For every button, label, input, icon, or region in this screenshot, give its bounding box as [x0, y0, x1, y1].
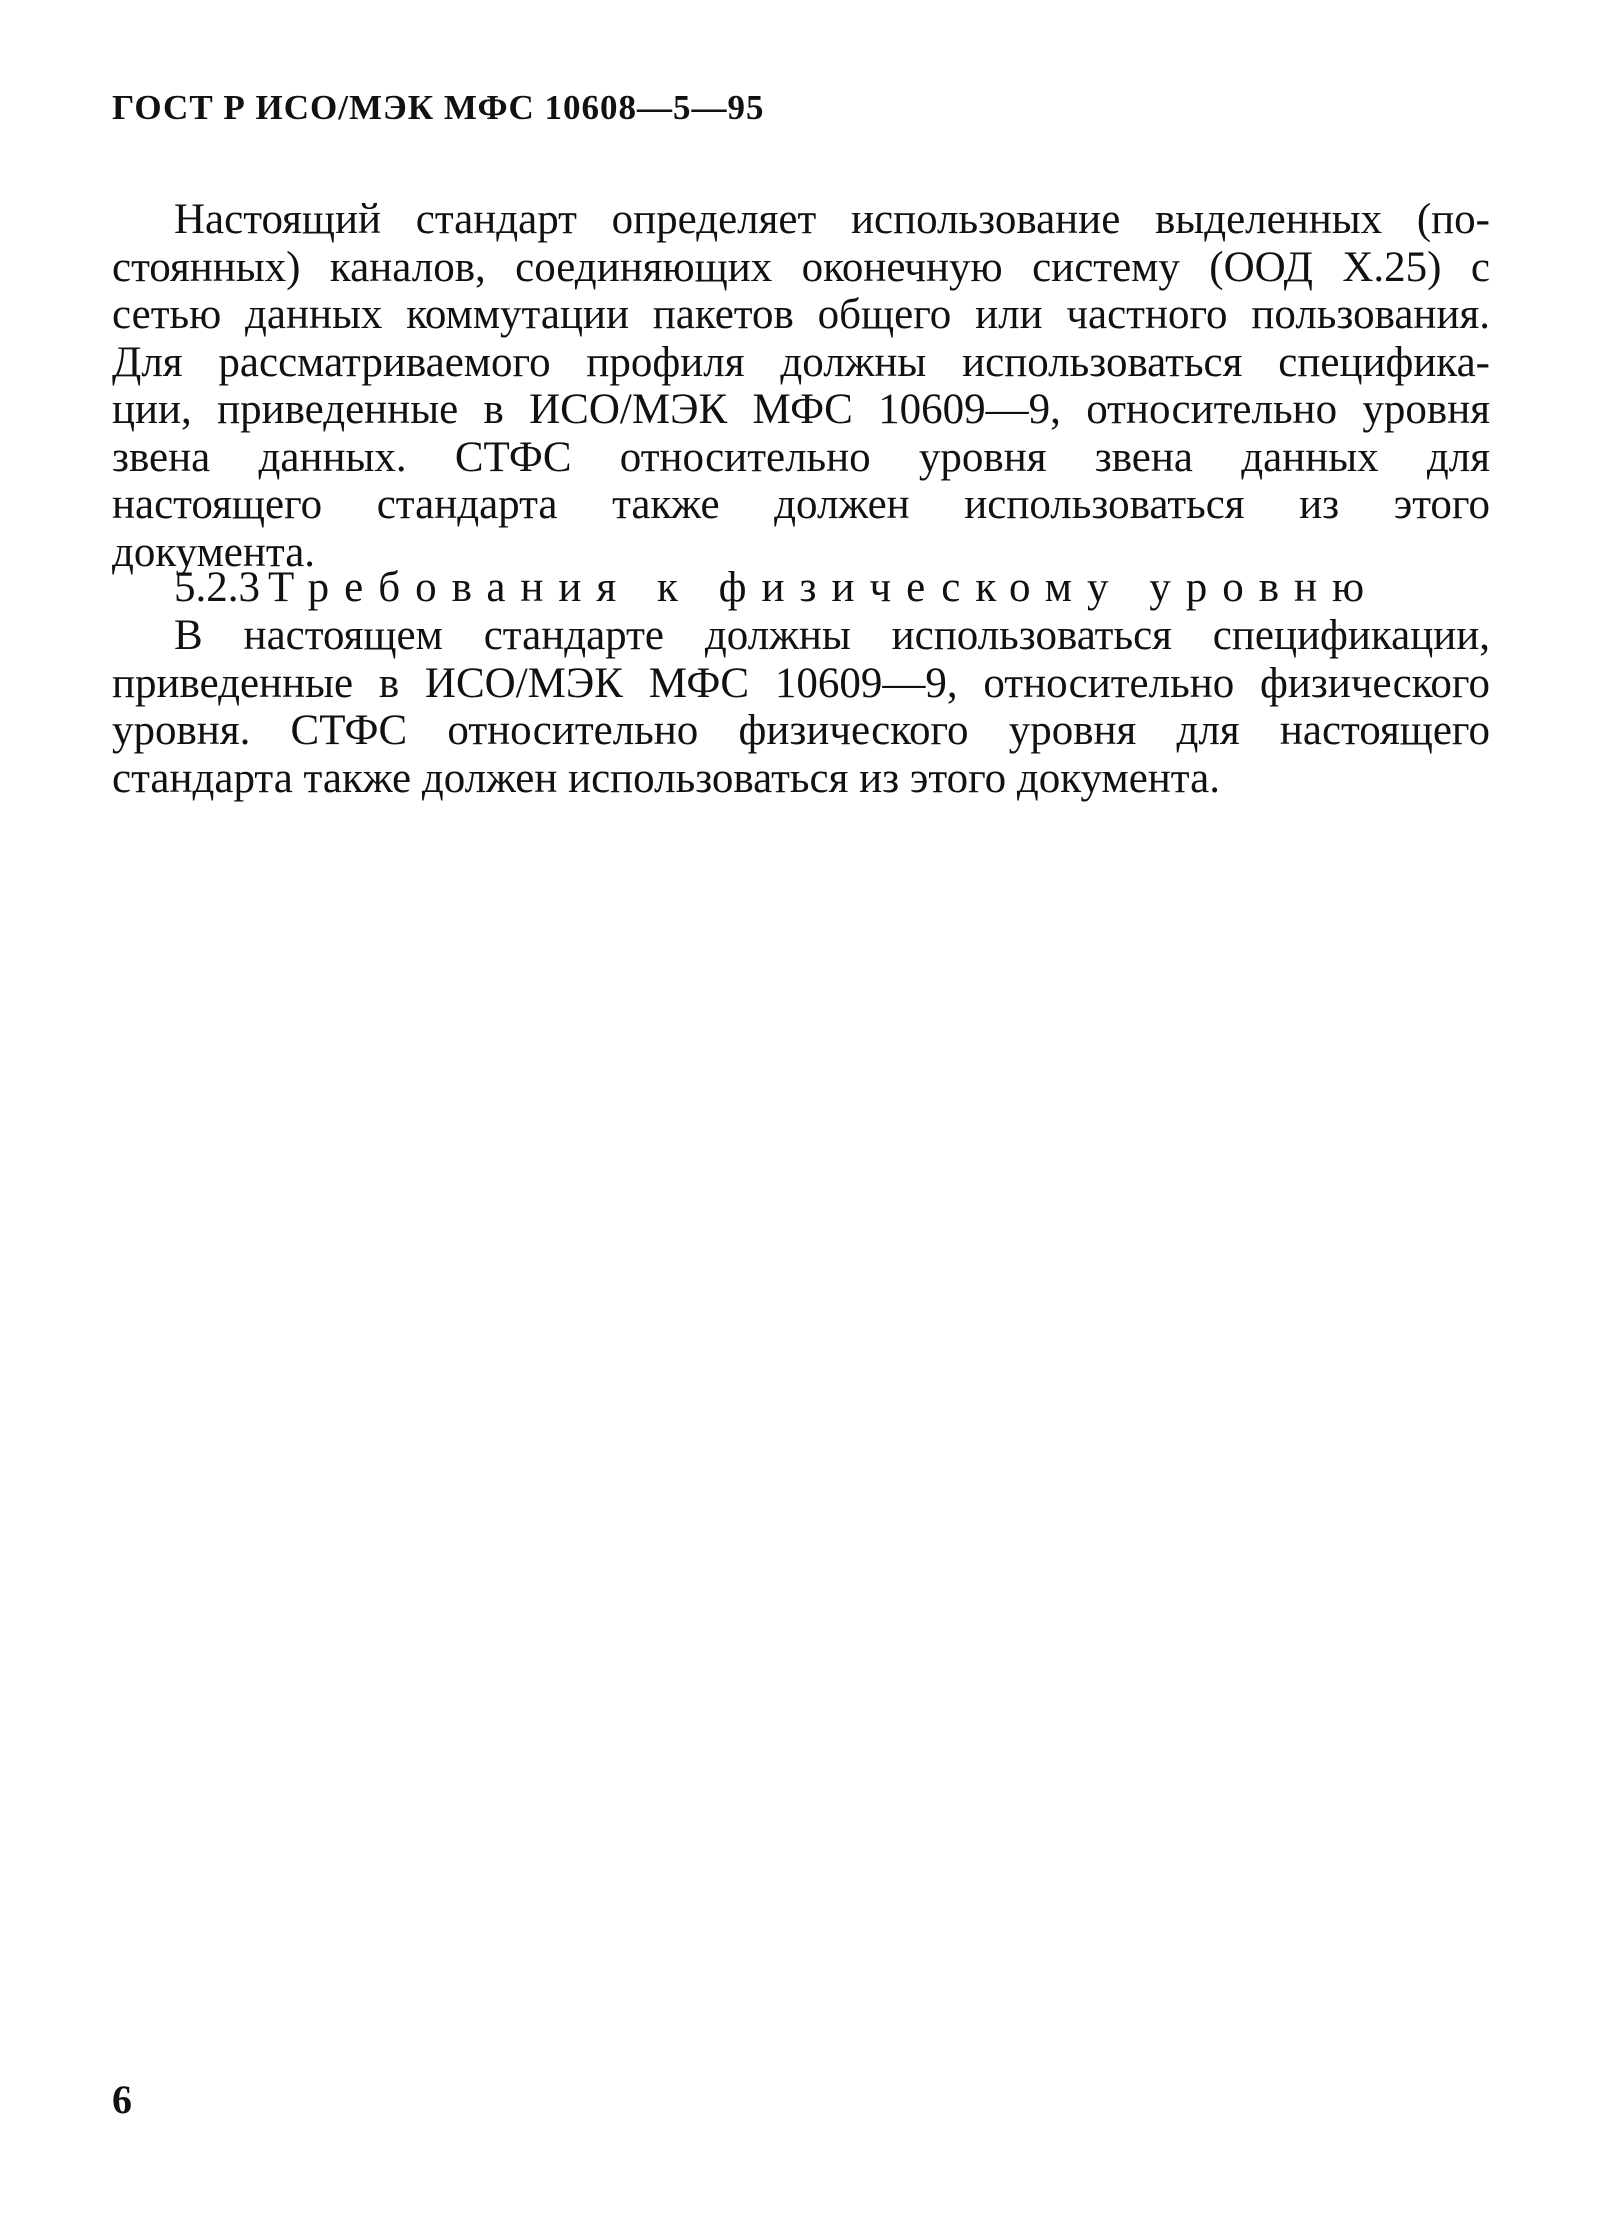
text-line: Для рассматриваемого профиля должны использоваться специфика-	[112, 338, 1490, 386]
text-line: звена данных. СТФС относительно уровня звена данных для	[112, 433, 1490, 481]
text-line: документа.	[112, 528, 316, 576]
page-number: 6	[112, 2077, 132, 2122]
section-heading	[174, 564, 1400, 612]
section-title: Требования к физическому уровню	[268, 564, 1380, 611]
text-line: В настоящем стандарте должны использоваться спецификации,	[174, 612, 1490, 659]
text-line: стандарта также должен использоваться из этого документа.	[112, 754, 1220, 802]
paragraph-channels	[112, 196, 1490, 576]
text-line: ции, приведенные в ИСО/МЭК МФС 10609—9, относительно уровня	[112, 386, 1490, 433]
text-line: приведенные в ИСО/МЭК МФС 10609—9, относительно физического	[112, 659, 1490, 707]
text-line: сетью данных коммутации пакетов общего или частного пользования.	[112, 291, 1490, 338]
text-line: настоящего стандарта также должен использоваться из этого	[112, 481, 1490, 528]
text-line: Настоящий стандарт определяет использование выделенных (по-	[174, 196, 1490, 243]
paragraph-physical-level	[112, 612, 1490, 802]
document-header: ГОСТ Р ИСО/МЭК МФС 10608—5—95	[112, 88, 765, 127]
text-line: стоянных) каналов, соединяющих оконечную систему (ООД Х.25) с	[112, 243, 1490, 291]
text-line: уровня. СТФС относительно физического уровня для настоящего	[112, 707, 1490, 754]
section-number: 5.2.3	[174, 564, 260, 611]
